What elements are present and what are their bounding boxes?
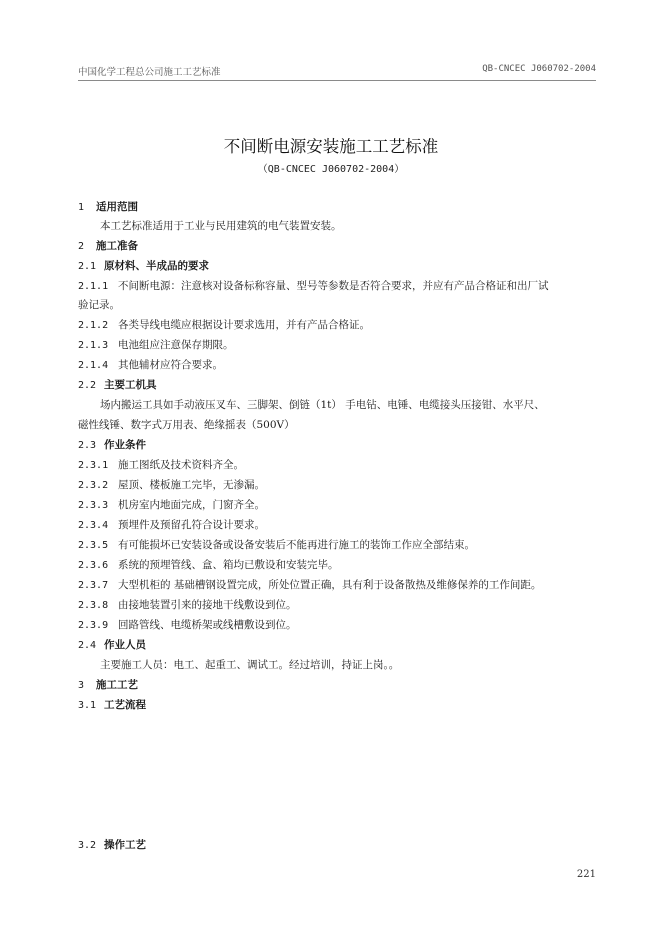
section-heading [78,259,209,274]
section-number: 2.3.3 [78,500,109,511]
section-number: 2.3.2 [78,480,109,491]
body-line [78,338,234,353]
body-line [78,498,265,513]
header-standard-code: QB-CNCEC J060702-2004 [482,64,596,74]
section-number: 2.3.1 [78,460,109,471]
section-number: 2 [78,241,85,252]
body-line [78,578,541,593]
section-heading [78,838,146,853]
section-heading [78,638,146,653]
line-text: 验记录。 [78,299,120,311]
line-text: 操作工艺 [104,839,146,851]
line-text: 有可能损坏已安装设备或设备安装后不能再进行施工的装饰工作应全部结束。 [118,539,475,551]
section-number: 2.3 [78,440,97,451]
header-organization: 中国化学工程总公司施工工艺标准 [78,67,221,78]
line-text: 主要施工人员：电工、起重工、调试工。经过培训，持证上岗。。 [100,659,400,671]
line-text: 施工工艺 [96,679,138,691]
line-text: 原材料、半成品的要求 [104,260,209,272]
body-line [78,558,339,573]
section-heading [78,698,146,713]
section-number: 2.1.4 [78,360,109,371]
line-text: 施工准备 [96,240,138,252]
section-heading [78,239,138,254]
section-number: 2.4 [78,640,97,651]
section-number: 3.2 [78,840,97,851]
page-number: 221 [576,869,596,880]
line-text: 作业人员 [104,639,146,651]
body-line [100,398,545,412]
line-text: 系统的预埋管线、盒、箱均已敷设和安装完毕。 [118,559,339,571]
body-line [78,478,265,493]
section-number: 2.1 [78,261,97,272]
section-heading [78,378,157,393]
body-line [78,358,223,373]
body-line [78,418,295,432]
line-text: 不间断电源：注意核对设备标称容量、型号等参数是否符合要求，并应有产品合格证和出厂试 [118,280,549,292]
section-heading [78,678,138,693]
section-number: 2.1.3 [78,340,109,351]
body-line [78,318,370,333]
section-number: 3.1 [78,700,97,711]
body-line [100,658,399,672]
section-number: 2.1.2 [78,320,109,331]
section-heading [78,438,146,453]
line-text: 适用范围 [96,201,138,213]
body-line [78,279,549,294]
line-text: 施工图纸及技术资料齐全。 [118,459,244,471]
line-text: 大型机柜的 基础槽钢设置完成，所处位置正确，具有利于设备散热及维修保养的工作间距。 [118,579,542,591]
body-line [78,518,265,533]
section-number: 3 [78,680,85,691]
body-line [78,538,475,553]
section-number: 2.3.7 [78,580,109,591]
running-header [78,60,596,81]
line-text: 屋顶、楼板施工完毕，无渗漏。 [118,479,265,491]
section-number: 2.3.6 [78,560,109,571]
body-line [78,298,120,312]
document-title: 不间断电源安装施工工艺标准 [223,137,439,156]
line-text: 本工艺标准适用于工业与民用建筑的电气装置安装。 [100,220,342,232]
line-text: 其他辅材应符合要求。 [118,359,223,371]
section-heading [78,200,138,215]
body-line [78,458,244,473]
line-text: 电池组应注意保存期限。 [118,339,234,351]
line-text: 工艺流程 [104,699,146,711]
line-text: 预埋件及预留孔符合设计要求。 [118,519,265,531]
body-line [100,219,342,233]
line-text: 回路管线、电缆桥架或线槽敷设到位。 [118,619,297,631]
line-text: 场内搬运工具如手动液压叉车、三脚架、倒链（1t） 手电钻、电锤、电缆接头压接钳、水平尺、 [100,399,545,411]
line-text: 作业条件 [104,439,146,451]
line-text: 主要工机具 [104,379,157,391]
body-line [78,618,297,633]
line-text: 各类导线电缆应根据设计要求选用，并有产品合格证。 [118,319,370,331]
section-number: 2.3.9 [78,620,109,631]
section-number: 1 [78,202,85,213]
section-number: 2.3.8 [78,600,109,611]
body-line [78,598,297,613]
section-number: 2.3.4 [78,520,109,531]
section-number: 2.2 [78,380,97,391]
section-number: 2.1.1 [78,281,109,292]
document-subtitle: （QB-CNCEC J060702-2004） [257,164,405,175]
line-text: 由接地装置引来的接地干线敷设到位。 [118,599,297,611]
line-text: 磁性线锤、数字式万用表、绝缘摇表（500V） [78,419,295,431]
section-number: 2.3.5 [78,540,109,551]
line-text: 机房室内地面完成，门窗齐全。 [118,499,265,511]
